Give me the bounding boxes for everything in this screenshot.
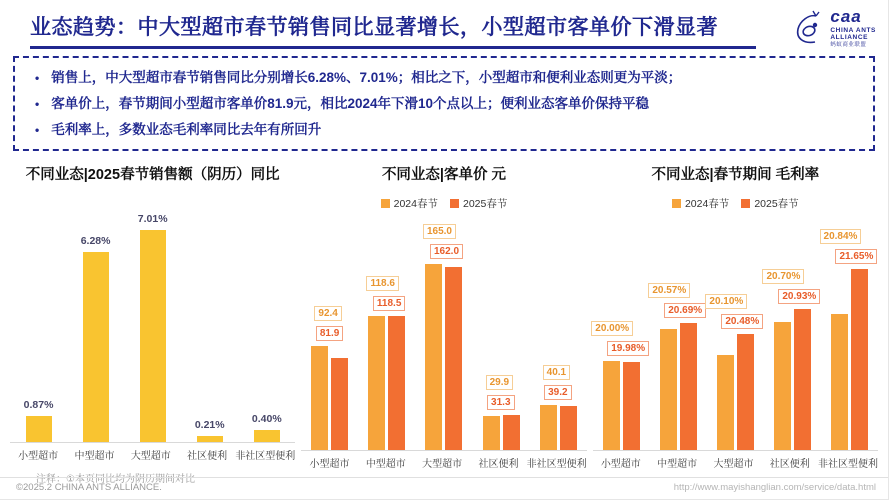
bar-value-label: 6.28% (80, 235, 111, 248)
bar (445, 267, 462, 450)
bar-value-label: 19.98% (607, 341, 649, 356)
chart-sales-yoy-plot (10, 191, 295, 443)
bar (503, 415, 520, 450)
bar-group (593, 219, 650, 450)
header (0, 0, 888, 41)
bar (140, 230, 166, 442)
bar-column (10, 191, 67, 442)
bar-value-label: 20.57% (648, 283, 690, 298)
legend-label: 2025春节 (754, 197, 799, 210)
bar-value-label: 0.40% (251, 412, 282, 425)
bar (540, 405, 557, 450)
bar (603, 361, 620, 450)
legend-swatch-icon (381, 199, 390, 208)
category-label: 中型超市 (74, 451, 115, 462)
bar-value-label: 118.6 (366, 276, 398, 291)
chart-gross-margin (593, 163, 878, 485)
chart-gross-margin-categories (593, 455, 878, 470)
bar (197, 436, 223, 442)
chart-avg-ticket (301, 163, 586, 485)
bar-value-label: 20.84% (820, 229, 862, 244)
category-label: 非社区型便利 (817, 459, 878, 470)
category-label: 社区便利 (478, 459, 519, 470)
bar-value-label: 20.93% (778, 289, 820, 304)
caa-logo-line3: 蚂蚁商业联盟 (830, 42, 867, 49)
bullet-dot: • (35, 123, 40, 137)
category-label: 非社区型便利 (526, 459, 587, 470)
caa-logo-line2: ALLIANCE (830, 34, 869, 42)
bar (660, 329, 677, 450)
bar (851, 269, 868, 450)
summary-bullet-1 (35, 65, 853, 91)
bar-value-label: 165.0 (423, 224, 456, 239)
bar (83, 252, 109, 442)
bullet-dot: • (35, 71, 40, 85)
footer-copyright: ©2025.2 CHINA ANTS ALLIANCE. (16, 482, 162, 493)
summary-bullet-1-text: 销售上，中大型超市春节销售同比分别增长6.28%、7.01%；相比之下，小型超市和便利业态则更为平淡； (51, 70, 682, 85)
bar-value-label: 20.69% (664, 303, 706, 318)
bar-value-label: 0.87% (23, 398, 54, 411)
bar (331, 358, 348, 450)
bar-group (821, 219, 878, 450)
bar-value-label: 40.1 (543, 365, 570, 380)
legend-item (450, 196, 507, 211)
category-label: 小型超市 (309, 459, 350, 470)
chart-sales-yoy (10, 163, 295, 485)
bar-group (301, 219, 358, 450)
bar-value-label: 20.00% (591, 321, 633, 336)
bar (560, 406, 577, 450)
bar-value-label: 0.21% (194, 418, 225, 431)
bar-value-label: 31.3 (487, 395, 514, 410)
bar (26, 416, 52, 442)
bar (368, 316, 385, 450)
category-label: 社区便利 (769, 459, 810, 470)
bar-value-label: 20.70% (762, 269, 804, 284)
bar (388, 316, 405, 450)
bar-value-label: 21.65% (835, 249, 877, 264)
bar-value-label: 29.9 (486, 375, 513, 390)
bar-value-label: 118.5 (373, 296, 405, 311)
title-underline (30, 46, 756, 49)
caa-logo-brand: caa (830, 7, 862, 26)
category-label: 小型超市 (18, 451, 59, 462)
bar-column (181, 191, 238, 442)
chart-avg-ticket-categories (301, 455, 586, 470)
category-label: 社区便利 (187, 451, 228, 462)
bar (737, 334, 754, 450)
legend-item (381, 196, 438, 211)
chart-gross-margin-title: 不同业态|春节期间 毛利率 (651, 167, 820, 183)
chart-sales-yoy-title: 不同业态|2025春节销售额（阴历）同比 (25, 167, 280, 183)
bar-group (650, 219, 707, 450)
bar (831, 314, 848, 450)
bar-value-label: 20.48% (721, 314, 763, 329)
chart-avg-ticket-legend (301, 193, 586, 213)
bar (425, 264, 442, 450)
summary-bullet-2 (35, 91, 853, 117)
bar (680, 323, 697, 450)
caa-ant-logo-icon (793, 10, 827, 46)
bar-group (415, 219, 472, 450)
footer-url: http://www.mayishanglian.com/service/data.html (673, 482, 876, 493)
chart-gross-margin-plot (593, 219, 878, 451)
legend-item (741, 196, 798, 211)
summary-bullet-3-text: 毛利率上，多数业态毛利率同比去年有所回升 (51, 122, 322, 137)
bar-group (473, 219, 530, 450)
category-label: 大型超市 (130, 451, 171, 462)
chart-avg-ticket-title: 不同业态|客单价 元 (381, 167, 507, 183)
bar-value-label: 20.10% (705, 294, 747, 309)
bar-value-label: 162.0 (430, 244, 463, 259)
category-label: 小型超市 (600, 459, 641, 470)
bar-group (530, 219, 587, 450)
legend-swatch-icon (450, 199, 459, 208)
chart-sales-yoy-categories (10, 447, 295, 462)
bar (311, 346, 328, 450)
bar (794, 309, 811, 450)
chart-note: 注释：①本页同比均为阴历期间对比 (36, 474, 195, 485)
chart-gross-margin-legend (593, 193, 878, 213)
category-label: 非社区型便利 (235, 451, 296, 462)
bullet-dot: • (35, 97, 40, 111)
page-title: 业态趋势：中大型超市春节销售同比显著增长，小型超市客单价下滑显著 (30, 16, 718, 39)
legend-item (672, 196, 729, 211)
bar-column (238, 191, 295, 442)
legend-swatch-icon (741, 199, 750, 208)
bar (774, 322, 791, 450)
bar-value-label: 7.01% (137, 213, 168, 226)
bar (483, 416, 500, 450)
bar-group (707, 219, 764, 450)
category-label: 中型超市 (365, 459, 406, 470)
bar-column (124, 191, 181, 442)
bar (623, 362, 640, 450)
bar-value-label: 92.4 (314, 306, 341, 321)
legend-label: 2024春节 (393, 197, 438, 210)
bar-value-label: 39.2 (544, 385, 571, 400)
bar-group (358, 219, 415, 450)
bar-value-label: 81.9 (316, 326, 343, 341)
footer (0, 477, 888, 499)
legend-swatch-icon (672, 199, 681, 208)
summary-bullet-3 (35, 117, 853, 143)
category-label: 大型超市 (422, 459, 463, 470)
summary-bullet-2-text: 客单价上，春节期间小型超市客单价81.9元，相比2024年下滑10个点以上；便利业态客单价保持平稳 (51, 96, 650, 111)
caa-logo-line1: CHINA ANTS (830, 26, 876, 34)
chart-avg-ticket-plot (301, 219, 586, 451)
category-label: 中型超市 (657, 459, 698, 470)
bar (254, 430, 280, 442)
bar-column (67, 191, 124, 442)
legend-label: 2024春节 (684, 197, 730, 210)
category-label: 大型超市 (713, 459, 754, 470)
bar-group (764, 219, 821, 450)
legend-label: 2025春节 (462, 197, 508, 210)
bar (717, 355, 734, 450)
caa-logo-text (830, 7, 876, 49)
charts-row (0, 163, 888, 485)
summary-box (13, 56, 875, 151)
caa-logo (793, 7, 876, 49)
